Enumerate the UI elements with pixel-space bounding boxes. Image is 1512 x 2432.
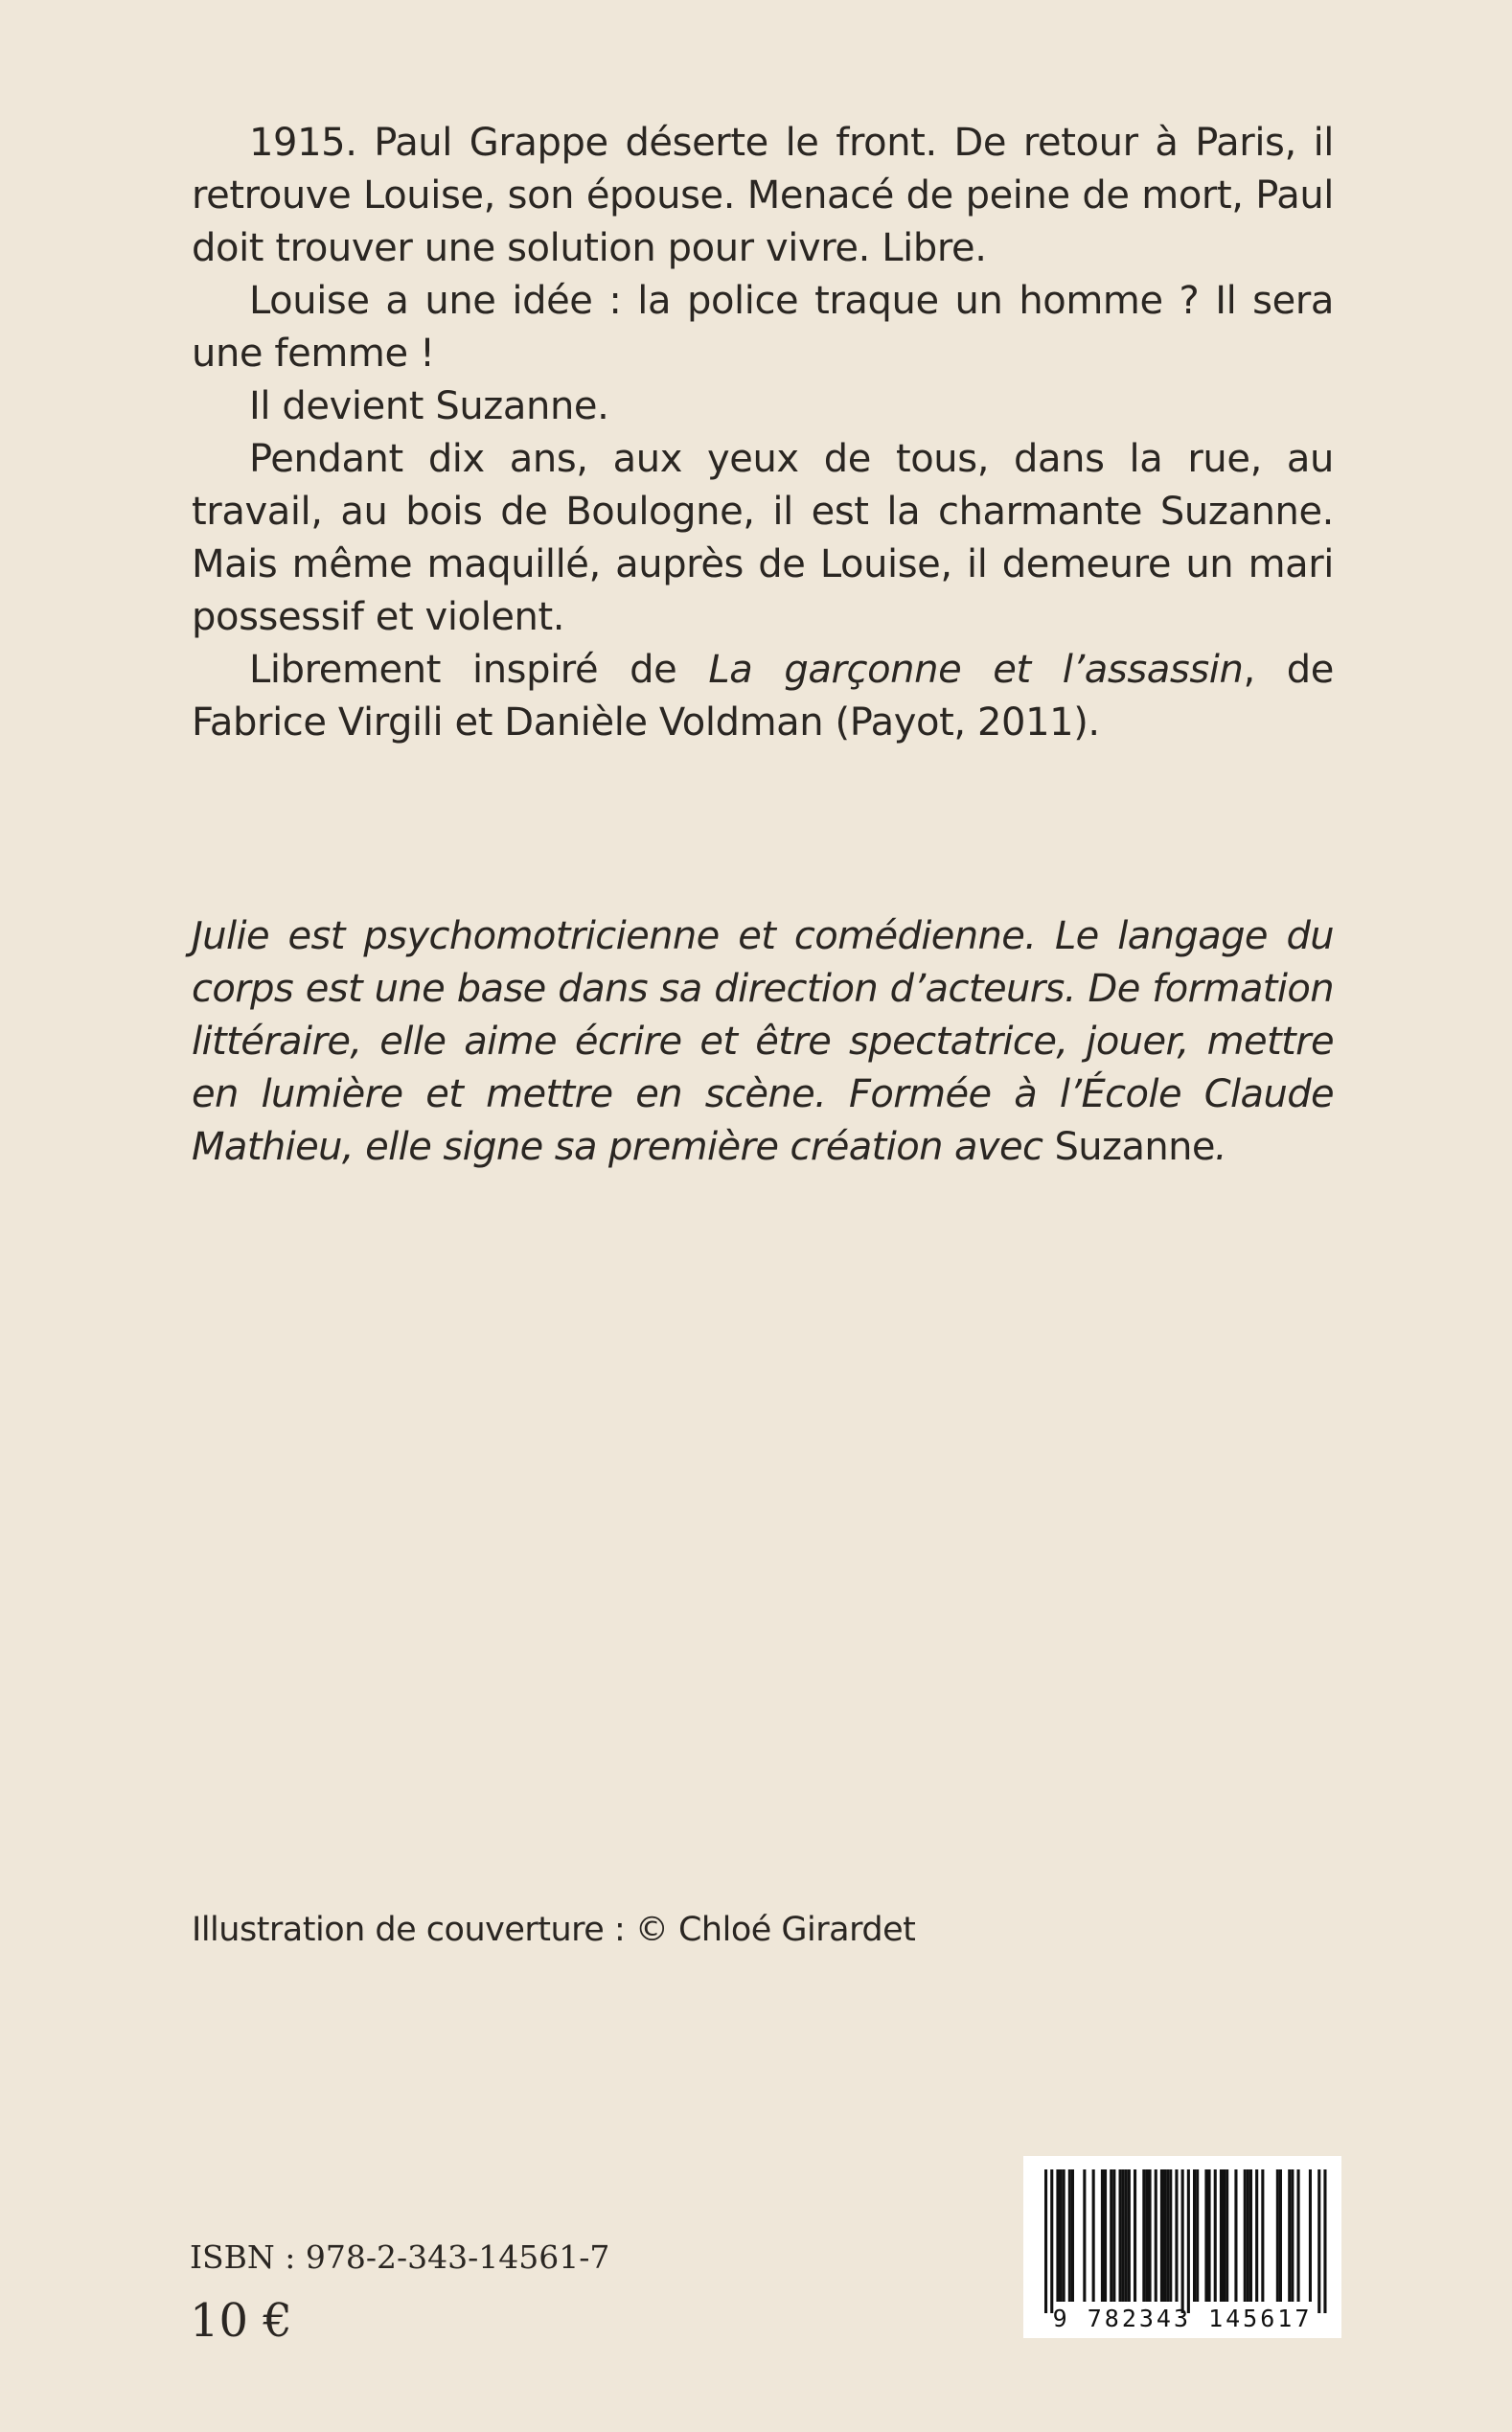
barcode-bar [1134, 2169, 1136, 2302]
barcode-bar [1208, 2169, 1211, 2302]
barcode-bar [1122, 2169, 1125, 2302]
barcode-bar [1234, 2169, 1237, 2302]
barcode-bar [1149, 2169, 1152, 2302]
barcode-bar [1128, 2169, 1131, 2302]
author-bio [192, 910, 1334, 1174]
author-bio-end: . [1214, 1125, 1227, 1169]
barcode-bar [1226, 2169, 1228, 2302]
source-prefix: Librement inspiré de [249, 648, 709, 692]
synopsis-paragraph-5 [192, 644, 1334, 749]
barcode-bar [1155, 2169, 1157, 2302]
cover-illustration-credit: Illustration de couverture : © Chloé Girardet [192, 1911, 916, 1949]
barcode-bar [1297, 2169, 1300, 2302]
barcode-bar [1291, 2169, 1294, 2302]
barcode-bar [1261, 2169, 1264, 2302]
barcode-bar [1068, 2169, 1071, 2302]
barcode-bar [1255, 2169, 1258, 2302]
barcode-bar [1223, 2169, 1226, 2302]
price: 10 € [190, 2294, 292, 2348]
barcode-bar [1163, 2169, 1166, 2302]
barcode-bar [1050, 2169, 1053, 2313]
barcode-bar [1214, 2169, 1217, 2302]
barcode-bar [1288, 2169, 1291, 2302]
synopsis-paragraph-2: Louise a une idée : la police traque un homme ? Il sera une femme ! [192, 279, 1334, 376]
barcode-bar [1220, 2169, 1223, 2302]
barcode-bar [1104, 2169, 1107, 2302]
barcode-bar [1083, 2169, 1086, 2302]
synopsis [192, 117, 1334, 749]
source-suffix: , de Fabrice Virgili et Danièle Voldman (Payot, 2011). [192, 648, 1334, 745]
barcode-bar [1196, 2169, 1199, 2302]
barcode-digits: 9 782343 145617 [1052, 2305, 1313, 2332]
synopsis-paragraph-3: Il devient Suzanne. [249, 384, 609, 428]
synopsis-paragraph-4: Pendant dix ans, aux yeux de tous, dans la rue, au travail, au bois de Boulogne, il est la charmante Suzanne. Mais même maquillé, auprès de Louise, il demeure un mari possessif et violent. [192, 437, 1334, 639]
isbn: ISBN : 978-2-343-14561-7 [190, 2238, 610, 2276]
barcode-bar [1125, 2169, 1128, 2302]
barcode-bar [1181, 2169, 1184, 2313]
author-bio-text: Julie est psychomotricienne et comédienne. Le langage du corps est une base dans sa direction d’acteurs. De formation littéraire, elle aime écrire et être spectatrice, jouer, mettre en lumière et mettre en scène. Formée à l’École Claude Mathieu, elle signe sa première création avec [192, 914, 1334, 1169]
barcode-bar [1193, 2169, 1196, 2302]
barcode-bar [1204, 2169, 1207, 2302]
barcode-bar [1092, 2169, 1095, 2302]
barcode [1023, 2156, 1341, 2338]
barcode-bar [1101, 2169, 1104, 2302]
barcode-bar [1244, 2169, 1247, 2302]
barcode-bar [1071, 2169, 1074, 2302]
barcode-bar [1175, 2169, 1178, 2302]
barcode-bar [1323, 2169, 1326, 2313]
barcode-bar [1169, 2169, 1172, 2302]
barcode-bar [1145, 2169, 1148, 2302]
barcode-bar [1056, 2169, 1059, 2302]
author-bio-book-title: Suzanne [1054, 1125, 1215, 1169]
barcode-bar [1317, 2169, 1320, 2313]
barcode-bar [1279, 2169, 1282, 2302]
synopsis-paragraph-1: 1915. Paul Grappe déserte le front. De retour à Paris, il retrouve Louise, son épouse. Menacé de peine de mort, Paul doit trouver une solution pour vivre. Libre. [192, 121, 1334, 270]
barcode-bar [1112, 2169, 1115, 2302]
barcode-bar [1063, 2169, 1065, 2302]
source-title: La garçonne et l’assassin [708, 648, 1244, 692]
barcode-bar [1044, 2169, 1047, 2313]
barcode-bar [1276, 2169, 1279, 2302]
barcode-bar [1247, 2169, 1249, 2302]
barcode-bar [1119, 2169, 1122, 2302]
barcode-bar [1166, 2169, 1169, 2302]
barcode-bar [1249, 2169, 1252, 2302]
barcode-bar [1160, 2169, 1163, 2302]
barcode-bar [1110, 2169, 1112, 2302]
barcode-bar [1309, 2169, 1312, 2302]
barcode-bar [1187, 2169, 1190, 2313]
barcode-bar [1060, 2169, 1063, 2302]
barcode-bar [1142, 2169, 1145, 2302]
